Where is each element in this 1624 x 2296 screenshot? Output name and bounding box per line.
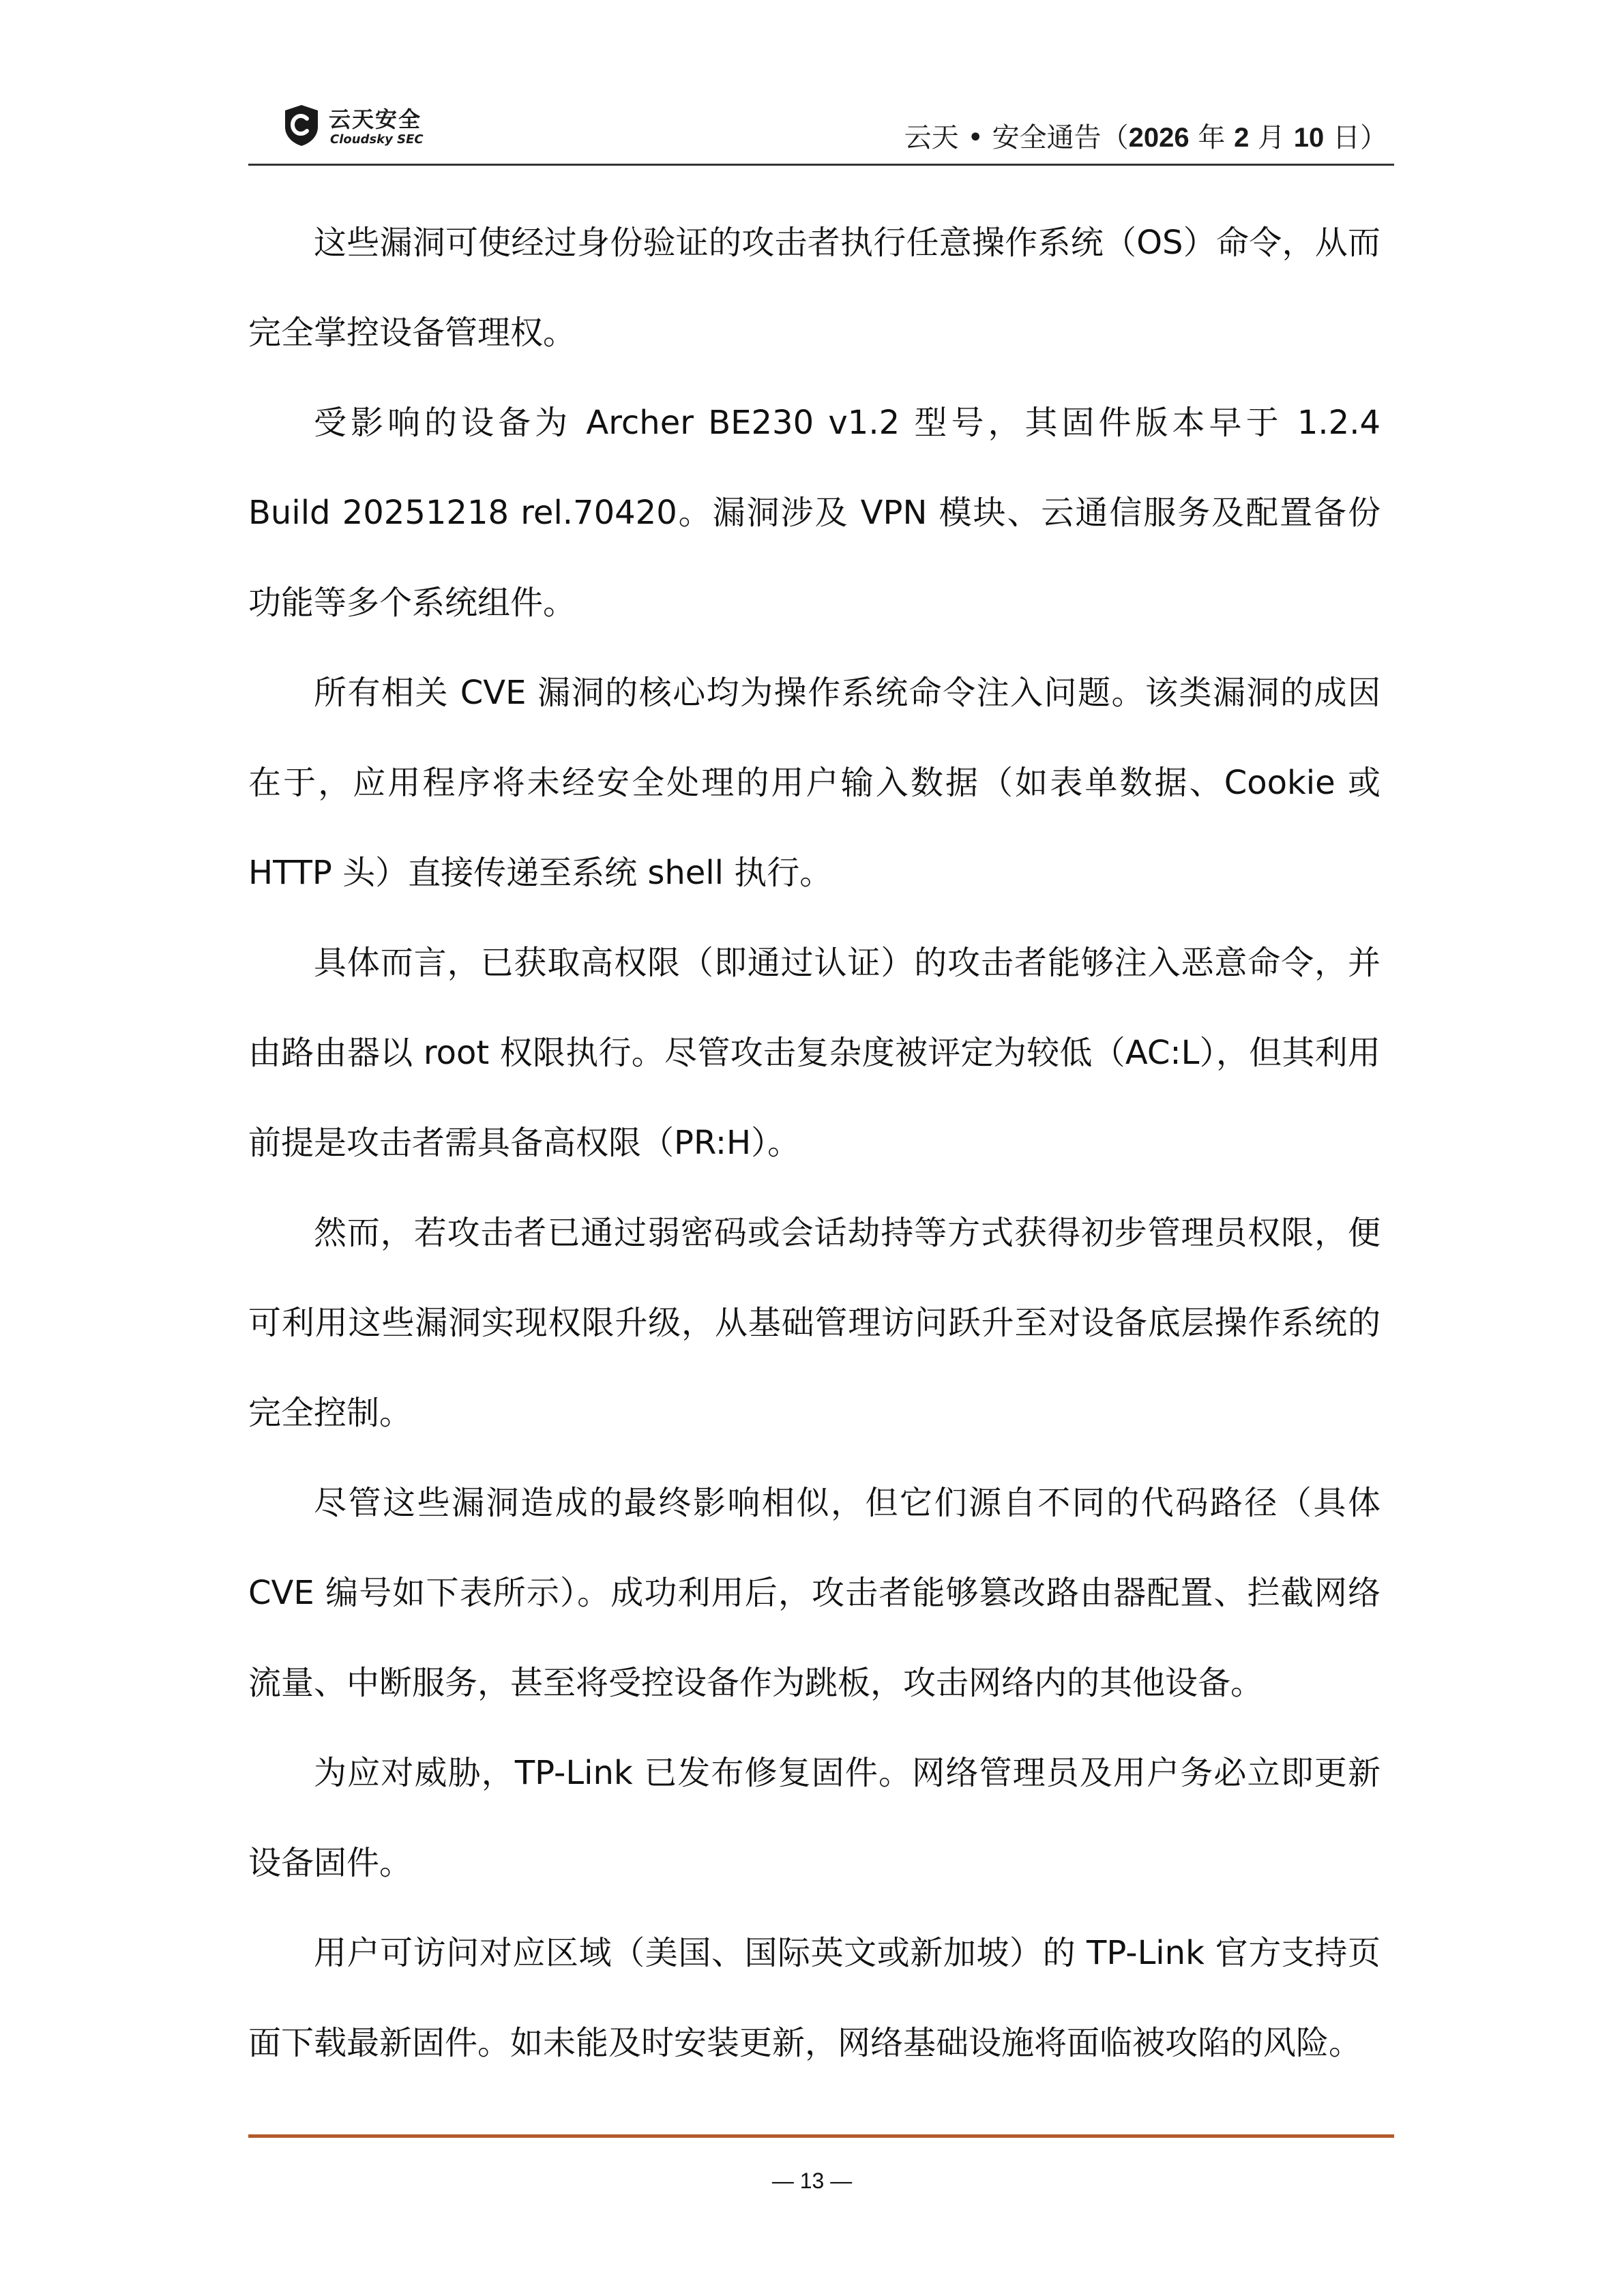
paragraph: 尽管这些漏洞造成的最终影响相似，但它们源自不同的代码路径（具体 CVE 编号如下表所示）。成功利用后，攻击者能够篡改路由器配置、拦截网络流量、中断服务，甚至将受控设备作为跳板，攻击网络内的其他设备。 — [248, 1484, 1381, 1702]
footer-divider — [248, 2134, 1394, 2138]
paragraph: 这些漏洞可使经过身份验证的攻击者执行任意操作系统（OS）命令，从而完全掌控设备管理权。 — [248, 224, 1381, 352]
cloudsky-shield-icon — [282, 104, 321, 147]
title-day: 10 — [1293, 123, 1325, 153]
brand-logo — [282, 102, 460, 157]
title-year: 2026 — [1128, 123, 1190, 153]
paragraph: 所有相关 CVE 漏洞的核心均为操作系统命令注入问题。该类漏洞的成因在于，应用程序将未经安全处理的用户输入数据（如表单数据、Cookie 或 HTTP 头）直接传递至系统 shell 执行。 — [248, 674, 1381, 892]
title-prefix: 云天 • 安全通告（ — [904, 122, 1129, 153]
logo-text-en: Cloudsky SEC — [330, 132, 424, 147]
logo-text-cn: 云天安全 — [329, 106, 422, 132]
paragraph: 为应对威胁，TP-Link 已发布修复固件。网络管理员及用户务必立即更新设备固件。 — [248, 1754, 1381, 1882]
title-year-unit: 年 — [1189, 122, 1235, 153]
paragraph: 受影响的设备为 Archer BE230 v1.2 型号，其固件版本早于 1.2.4 Build 20251218 rel.70420。漏洞涉及 VPN 模块、云通信服务及配置备份功能等多个系统组件。 — [248, 404, 1381, 622]
page-number: — 13 — — [771, 2168, 853, 2193]
paragraph: 用户可访问对应区域（美国、国际英文或新加坡）的 TP-Link 官方支持页面下载最新固件。如未能及时安装更新，网络基础设施将面临被攻陷的风险。 — [248, 1934, 1381, 2062]
bulletin-title — [904, 116, 1387, 155]
paragraph: 具体而言，已获取高权限（即通过认证）的攻击者能够注入恶意命令，并由路由器以 root 权限执行。尽管攻击复杂度被评定为较低（AC:L），但其利用前提是攻击者需具备高权限（PR:H）。 — [248, 944, 1381, 1162]
title-suffix: 日） — [1324, 122, 1387, 153]
page-header — [248, 89, 1394, 164]
title-month: 2 — [1234, 123, 1250, 153]
title-month-unit: 月 — [1249, 122, 1294, 153]
body-text — [248, 198, 1381, 2088]
paragraph: 然而，若攻击者已通过弱密码或会话劫持等方式获得初步管理员权限，便可利用这些漏洞实现权限升级，从基础管理访问跃升至对设备底层操作系统的完全控制。 — [248, 1214, 1381, 1432]
header-divider — [248, 164, 1394, 166]
